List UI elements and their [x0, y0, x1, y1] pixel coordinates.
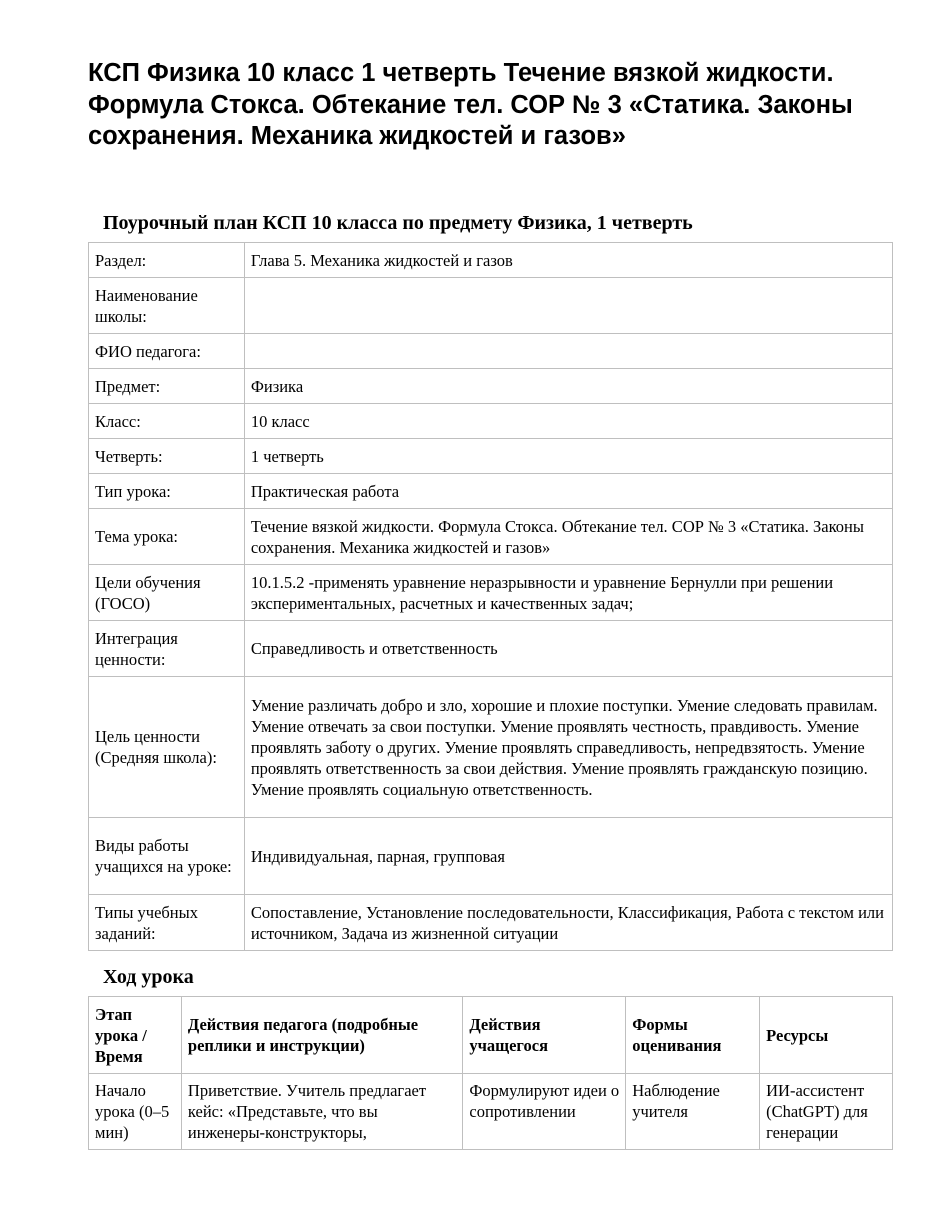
- table-row: [89, 1074, 893, 1150]
- cell-resources: ИИ-ассистент (ChatGPT) для генерации: [760, 1074, 893, 1150]
- info-row-section: [89, 243, 893, 278]
- info-key: Раздел:: [89, 243, 245, 278]
- column-header-stage: Этап урока / Время: [89, 997, 182, 1074]
- info-value: [244, 278, 892, 334]
- lesson-info-table: [88, 242, 893, 951]
- info-key: Тип урока:: [89, 474, 245, 509]
- info-value: Индивидуальная, парная, групповая: [244, 818, 892, 895]
- info-value: [244, 334, 892, 369]
- info-value: Практическая работа: [244, 474, 892, 509]
- lesson-flow-table: [88, 996, 893, 1150]
- info-key: Тема урока:: [89, 509, 245, 565]
- info-row-objectives: [89, 565, 893, 621]
- info-value: Сопоставление, Установление последовательности, Классификация, Работа с текстом или источником, Задача из жизненной ситуации: [244, 895, 892, 951]
- info-key: Четверть:: [89, 439, 245, 474]
- cell-stage: Начало урока (0–5 мин): [89, 1074, 182, 1150]
- info-row-task-types: [89, 895, 893, 951]
- column-header-student-actions: Действия учащегося: [463, 997, 626, 1074]
- info-row-values: [89, 621, 893, 677]
- plan-heading: Поурочный план КСП 10 класса по предмету Физика, 1 четверть: [103, 212, 693, 234]
- info-value: 10.1.5.2 -применять уравнение неразрывности и уравнение Бернулли при решении экспериментальных, расчетных и качественных задач;: [244, 565, 892, 621]
- lesson-heading: Ход урока: [103, 966, 194, 988]
- info-key: Наименование школы:: [89, 278, 245, 334]
- info-key: ФИО педагога:: [89, 334, 245, 369]
- info-key: Цели обучения (ГОСО): [89, 565, 245, 621]
- column-header-resources: Ресурсы: [760, 997, 893, 1074]
- cell-assessment: Наблюдение учителя: [626, 1074, 760, 1150]
- lesson-header-row: [89, 997, 893, 1074]
- info-key: Интеграция ценности:: [89, 621, 245, 677]
- info-row-subject: [89, 369, 893, 404]
- info-row-topic: [89, 509, 893, 565]
- info-value: Глава 5. Механика жидкостей и газов: [244, 243, 892, 278]
- info-value: 10 класс: [244, 404, 892, 439]
- info-key: Цель ценности (Средняя школа):: [89, 677, 245, 818]
- info-key: Типы учебных заданий:: [89, 895, 245, 951]
- info-row-teacher: [89, 334, 893, 369]
- info-key: Предмет:: [89, 369, 245, 404]
- info-value: Физика: [244, 369, 892, 404]
- info-row-value-goal: [89, 677, 893, 818]
- info-row-school: [89, 278, 893, 334]
- info-value: Справедливость и ответственность: [244, 621, 892, 677]
- info-key: Класс:: [89, 404, 245, 439]
- cell-student-actions: Формулируют идеи о сопротивлении: [463, 1074, 626, 1150]
- cell-teacher-actions: Приветствие. Учитель предлагает кейс: «Представьте, что вы инженеры-конструкторы,: [181, 1074, 462, 1150]
- column-header-assessment: Формы оценивания: [626, 997, 760, 1074]
- info-row-lesson-type: [89, 474, 893, 509]
- info-row-quarter: [89, 439, 893, 474]
- info-key: Виды работы учащихся на уроке:: [89, 818, 245, 895]
- column-header-teacher-actions: Действия педагога (подробные реплики и инструкции): [181, 997, 462, 1074]
- info-row-work-types: [89, 818, 893, 895]
- info-value: Умение различать добро и зло, хорошие и плохие поступки. Умение следовать правилам. Умение отвечать за свои поступки. Умение проявлять честность, правдивость. Умение проявлять заботу о других. Умение проявлять справедливость, непредвзятость. Умение проявлять ответственность за свои действия. Умение проявлять гражданскую позицию. Умение проявлять социальную ответственность.: [244, 677, 892, 818]
- info-value: 1 четверть: [244, 439, 892, 474]
- document-title: КСП Физика 10 класс 1 четверть Течение вязкой жидкости. Формула Стокса. Обтекание тел. СОР № 3 «Статика. Законы сохранения. Механика жидкостей и газов»: [88, 59, 853, 150]
- info-row-grade: [89, 404, 893, 439]
- info-value: Течение вязкой жидкости. Формула Стокса. Обтекание тел. СОР № 3 «Статика. Законы сохранения. Механика жидкостей и газов»: [244, 509, 892, 565]
